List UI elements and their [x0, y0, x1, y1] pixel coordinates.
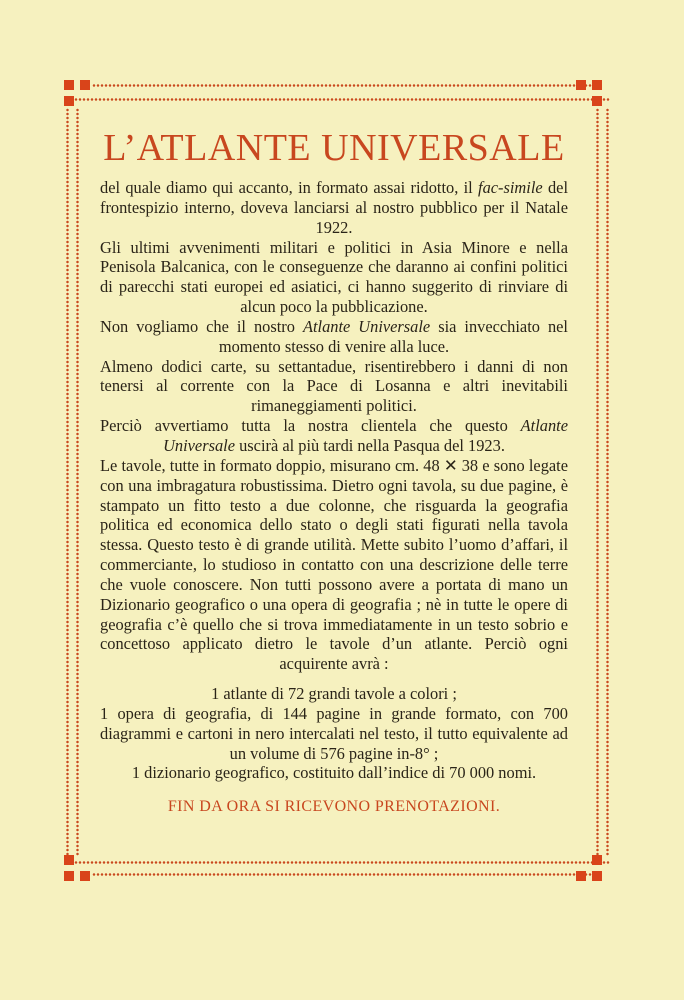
paragraph-carte: Almeno dodici carte, su settantadue, risentirebbero i danni di non tenersi al corrente con la Pace di Losanna e altri inevitabili rimaneggiamenti politici.: [100, 356, 568, 416]
corner-square: [80, 871, 90, 881]
border-bottom-dots: [92, 873, 592, 876]
text: Perciò avvertiamo tutta la nostra clientela che questo: [100, 416, 508, 436]
corner-square: [592, 80, 602, 90]
paragraph-postponement: Gli ultimi avvenimenti militari e politici in Asia Minore e nella Penisola Balcanica, con le conseguenze che daranno ai confini politici di parecchi stati europei ed asiatici, ci hanno suggerito di rinviare di alcun poco la pubblicazione.: [100, 237, 568, 317]
border-right-inner-dots: [606, 108, 609, 856]
paragraph-tavole: Le tavole, tutte in formato doppio, misurano cm. 48 ✕ 38 e sono legate con una imbragatura robustissima. Dietro ogni tavola, su due pagine, è stampato un fitto testo a due colonne, che risguarda la geografia politica ed economica dello stato o degli stati figurati nella tavola stessa. Questo testo è di grande utilità. Mette subito l’uomo d’affari, il commerciante, lo studioso in contatto con una descrizione delle terre che vuole conoscere. Non tutti possono avere a portata di mano un Dizionario geografico o una opera di geografia ; nè in tutte le opere di geografia c’è quello che si trova immediatamente in un testo sobrio e concettoso applicato dietro le tavole d’un atlante. Perciò ogni acquirente avrà :: [100, 455, 568, 674]
border-left-inner-dots: [76, 108, 79, 856]
page-title: L’ATLANTE UNIVERSALE: [103, 127, 565, 169]
text: del frontespizio interno, doveva lanciarsi al nostro pubblico per il Natale 1922.: [100, 178, 568, 237]
corner-square: [592, 871, 602, 881]
body-text: [100, 178, 568, 817]
corner-square: [64, 855, 74, 865]
paragraph-pasqua: [100, 416, 568, 456]
paragraph-atlante: [100, 317, 568, 357]
border-left-dots: [66, 108, 69, 856]
corner-square: [576, 871, 586, 881]
border-top-inner-dots: [74, 98, 610, 101]
list-item: 1 opera di geografia, di 144 pagine in grande formato, con 700 diagrammi e cartoni in nero intercalati nel testo, il tutto equivalente ad un volume di 576 pagine in-8° ;: [100, 703, 568, 763]
list-item: 1 atlante di 72 grandi tavole a colori ;: [211, 684, 457, 704]
italic-text: Atlante Universale: [163, 416, 568, 455]
corner-square: [64, 871, 74, 881]
corner-square: [64, 80, 74, 90]
text: sia invecchiato nel momento stesso di venire alla luce.: [218, 316, 568, 356]
text: del quale diamo qui accanto, in formato assai ridotto, il: [100, 178, 473, 197]
text: uscirà al più tardi nella Pasqua del 1923.: [239, 435, 505, 455]
list-item: 1 dizionario geografico, costituito dall’indice di 70 000 nomi.: [131, 763, 537, 783]
corner-square: [64, 96, 74, 106]
reservation-notice: FIN DA ORA SI RICEVONO PRENOTAZIONI.: [167, 798, 501, 816]
italic-text: fac-simile: [478, 178, 543, 197]
document-content: [100, 120, 568, 817]
corner-square: [576, 80, 586, 90]
paragraph-intro: [100, 178, 568, 238]
corner-square: [592, 855, 602, 865]
border-bottom-inner-dots: [74, 861, 610, 864]
italic-text: Atlante Universale: [302, 316, 431, 336]
offer-list: [100, 684, 568, 783]
border-top-dots: [92, 84, 592, 87]
text: Non vogliamo che il nostro: [100, 316, 295, 336]
corner-square: [80, 80, 90, 90]
corner-square: [592, 96, 602, 106]
border-right-dots: [596, 108, 599, 856]
